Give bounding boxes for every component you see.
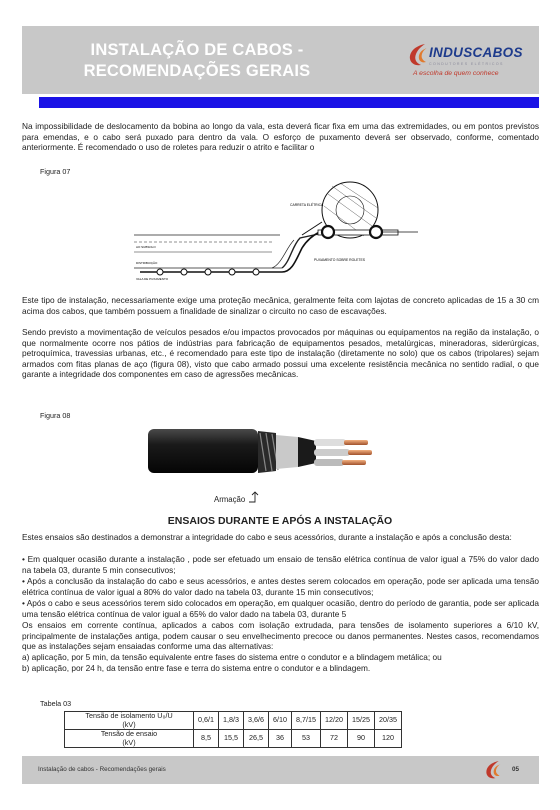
brand-subtitle: CONDUTORES ELÉTRICOS xyxy=(429,62,504,66)
paragraph-intro: Na impossibilidade de deslocamento da bobina ao longo da vala, esta deverá ficar fixa em uma das extremidades, ou em pontos previstos para emendas, e o cabo será puxado para dentro da vala. O esforço de puxamento deverá ser observado, conforme, comentado anteriormente. É recomendado o uso de roletes para reduzir o atrito e facilitar o xyxy=(22,121,539,153)
page-header xyxy=(22,26,539,94)
row-header-insulation xyxy=(65,712,194,730)
page-footer xyxy=(22,756,539,784)
row-header-insulation-unit: (kV) xyxy=(122,719,136,729)
figure-07-label: Figura 07 xyxy=(40,167,71,176)
table-cell: 20/35 xyxy=(374,712,401,730)
paragraph-bullet-1: • Em qualquer ocasião durante a instalação , pode ser efetuado um ensaio de tensão elétrica contínua de valor igual a 75% do valor dado na tabela 03, durante 5 min consecutivos; xyxy=(22,554,539,575)
brand-slogan: A escolha de quem conhece xyxy=(413,70,499,77)
fig07-label-pulling: PUXAMENTO SOBRE ROLETES xyxy=(314,258,365,262)
table-cell: 8,5 xyxy=(194,730,219,748)
table-cell: 120 xyxy=(374,730,401,748)
armor-label xyxy=(214,490,259,504)
table-cell: 8,7/15 xyxy=(292,712,321,730)
figure-07-diagram xyxy=(132,180,422,295)
table-cell: 15,5 xyxy=(219,730,244,748)
brand-name: INDUSCABOS xyxy=(429,45,523,60)
paragraph-tests-intro: Estes ensaios são destinados a demonstrar a integridade do cabo e seus acessórios, durante a instalação e após a conclusão desta: xyxy=(22,532,512,542)
figure-08-label: Figura 08 xyxy=(40,411,71,420)
armor-pointer-icon xyxy=(247,490,259,504)
paragraph-dc-tests: Os ensaios em corrente contínua, aplicados a cabos com isolação extrudada, para tensões de isolamento superiores a 6/10 kV, principalmente de instalações antiga, podem causar o seu envelhecimento precoce ou danos permanentes. Nestes casos, recomendamos que as instalações sejam ensaiadas conforme uma das alternativas: xyxy=(22,620,539,652)
paragraph-bullet-2: • Após a conclusão da instalação do cabo e seus acessórios, e antes destes serem colocados em operação, pode ser aplicada uma tensão elétrica contínua de valor igual a 80% do valor dado na tabela 03, durante 15 min consecutivos; xyxy=(22,576,539,597)
table-cell: 6/10 xyxy=(269,712,292,730)
fig07-label-reel: CARRETA ELÉTRICA xyxy=(290,203,324,207)
section-heading: ENSAIOS DURANTE E APÓS A INSTALAÇÃO xyxy=(167,515,393,527)
table-cell: 36 xyxy=(269,730,292,748)
table-03-label: Tabela 03 xyxy=(40,699,72,708)
paragraph-protection: Este tipo de instalação, necessariamente exige uma proteção mecânica, geralmente feita com lajotas de concreto aplicadas de 15 a 30 cm acima dos cabos, que também possuem a finalidade de sinalizar o circuito no caso de escavações. xyxy=(22,295,539,316)
table-cell: 12/20 xyxy=(320,712,347,730)
armor-label-text: Armação xyxy=(214,495,246,504)
paragraph-bullet-3: • Após o cabo e seus acessórios terem sido colocados em operação, em qualquer ocasião, dentro do período de garantia, pode ser aplicada uma tensão elétrica contínua de valor igual a 65% do valor dado na tabela 03, durante 5 xyxy=(22,598,539,619)
row-header-test-voltage-label: Tensão de ensaio xyxy=(100,729,158,738)
table-03 xyxy=(64,711,402,748)
fig07-label-a: AO SUBSOLO xyxy=(136,245,156,249)
accent-bar xyxy=(39,97,539,108)
title-line-2: RECOMENDAÇÕES GERAIS xyxy=(83,62,311,80)
page-title xyxy=(32,40,362,82)
row-header-insulation-label: Tensão de isolamento U₀/U xyxy=(85,711,173,720)
table-cell: 0,6/1 xyxy=(194,712,219,730)
row-header-test-voltage-unit: (kV) xyxy=(122,737,136,747)
paragraph-armored: Sendo previsto a movimentação de veículos pesados e/ou impactos provocados por máquinas ou equipamentos na região da instalação, o que normalmente ocorre nos pátios de indústrias para fabricação de equipamentos pesados, metalúrgicas, mineradoras, siderúrgicas, petroquímica, travessias urbanas, etc., é recomendado para este tipo de instalação (diretamente no solo) que os cabos (tripolares) sejam armados com fitas planas de aço (figura 08), visto que cabo armado possui uma excelente resistência mecânica no sentido radial, o que garante a integridade dos componentes em caso de agressões mecânicas. xyxy=(22,327,539,380)
fig07-label-b: DISTRIBUIÇÃO xyxy=(136,261,158,265)
page-number: 05 xyxy=(512,766,520,773)
footer-logo-icon xyxy=(484,759,502,781)
fig07-label-c: VALA DE PUXAMENTO xyxy=(136,277,169,281)
figure-08-cable-image xyxy=(148,415,388,485)
table-cell: 53 xyxy=(292,730,321,748)
table-cell: 3,6/6 xyxy=(244,712,269,730)
row-header-test-voltage xyxy=(65,730,194,748)
table-row-insulation xyxy=(65,712,402,730)
table-cell: 90 xyxy=(347,730,374,748)
table-cell: 15/25 xyxy=(347,712,374,730)
paragraph-alternative-b: b) aplicação, por 24 h, da tensão entre fase e terra do sistema entre o condutor e a blindagem. xyxy=(22,663,371,673)
title-line-1: INSTALAÇÃO DE CABOS - xyxy=(90,41,304,59)
table-cell: 26,5 xyxy=(244,730,269,748)
induscabos-logo xyxy=(407,42,542,88)
footer-title: Instalação de cabos - Recomendações gerais xyxy=(38,766,166,773)
logo-swoosh-icon xyxy=(407,42,429,68)
paragraph-alternative-a: a) aplicação, por 5 min, da tensão equivalente entre fases do sistema entre o condutor e a blindagem metálica; ou xyxy=(22,652,442,662)
table-cell: 72 xyxy=(320,730,347,748)
table-cell: 1,8/3 xyxy=(219,712,244,730)
table-row-test-voltage xyxy=(65,730,402,748)
